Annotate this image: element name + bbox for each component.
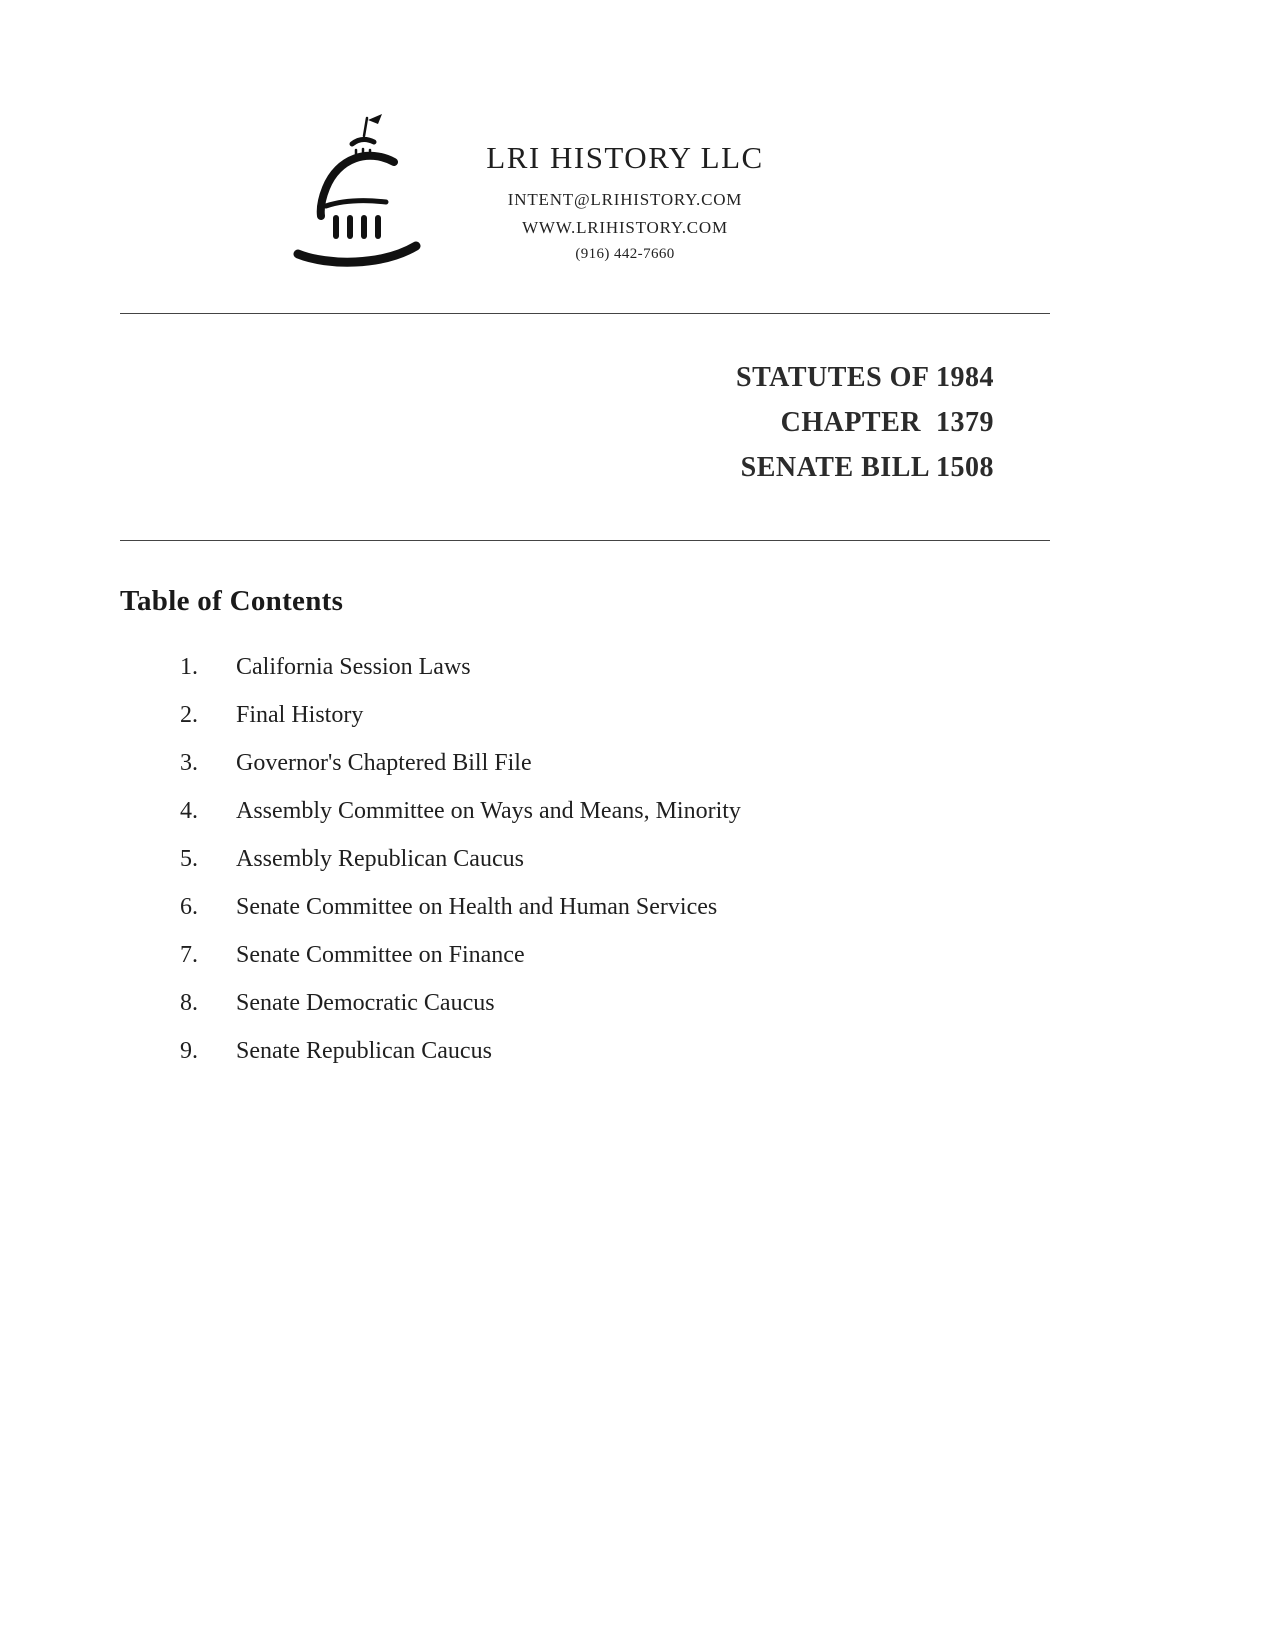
toc-item: California Session Laws bbox=[236, 654, 471, 680]
company-phone: (916) 442-7660 bbox=[575, 246, 675, 262]
toc-item: Senate Committee on Health and Human Services bbox=[236, 894, 718, 920]
toc-item: Senate Democratic Caucus bbox=[236, 990, 495, 1016]
toc-item: Senate Committee on Finance bbox=[236, 942, 525, 968]
toc-item: Senate Republican Caucus bbox=[236, 1038, 492, 1064]
toc-heading: Table of Contents bbox=[120, 585, 344, 617]
letterhead bbox=[290, 110, 1050, 275]
divider-bottom bbox=[120, 540, 1050, 541]
company-website: WWW.LRIHISTORY.COM bbox=[522, 218, 728, 237]
statutes-title-block bbox=[120, 362, 1050, 484]
toc-item: Governor's Chaptered Bill File bbox=[236, 750, 532, 776]
company-name: LRI HISTORY LLC bbox=[486, 140, 764, 175]
senate-bill-line: SENATE BILL 1508 bbox=[740, 452, 994, 483]
divider-top bbox=[120, 313, 1050, 314]
toc-item: Assembly Republican Caucus bbox=[236, 846, 524, 872]
statutes-line: STATUTES OF 1984 bbox=[736, 362, 994, 393]
letterhead-text bbox=[480, 110, 770, 271]
capitol-dome-logo-icon bbox=[290, 110, 440, 275]
toc-item: Assembly Committee on Ways and Means, Minority bbox=[236, 798, 741, 824]
toc-item: Final History bbox=[236, 702, 364, 728]
chapter-line: CHAPTER 1379 bbox=[780, 407, 994, 438]
company-email: INTENT@LRIHISTORY.COM bbox=[507, 190, 743, 209]
toc-list bbox=[180, 654, 1050, 1065]
